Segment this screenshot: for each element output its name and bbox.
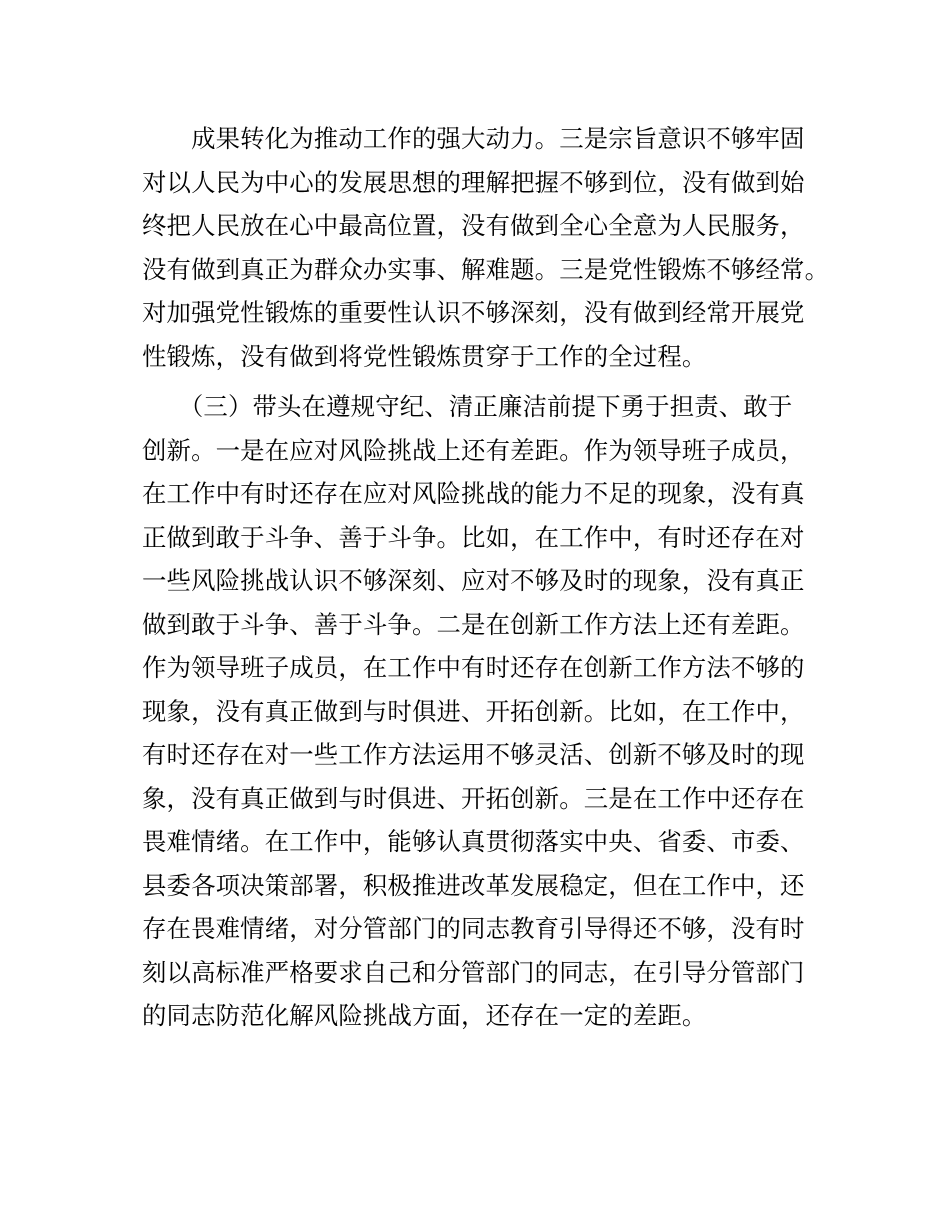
text-line: 畏难情绪。在工作中，能够认真贯彻落实中央、省委、市委、 [142, 827, 805, 856]
text-line: 终把人民放在心中最高位置，没有做到全心全意为人民服务， [142, 211, 805, 240]
text-line: 县委各项决策部署，积极推进改革发展稳定，但在工作中，还 [142, 870, 805, 900]
paragraph-conclusion-part-one [142, 117, 842, 378]
text-line: 存在畏难情绪，对分管部门的同志教育引导得还不够，没有时 [142, 914, 805, 943]
text-line: 作为领导班子成员，在工作中有时还存在创新工作方法不够的 [142, 653, 805, 682]
text-line: 在工作中有时还存在应对风险挑战的能力不足的现象，没有真 [142, 479, 805, 508]
text-line: 现象，没有真正做到与时俱进、开拓创新。比如，在工作中， [142, 696, 805, 726]
text-line: 一些风险挑战认识不够深刻、应对不够及时的现象，没有真正 [142, 566, 805, 595]
text-line: 对加强党性锻炼的重要性认识不够深刻，没有做到经常开展党 [142, 298, 805, 327]
text-line: 有时还存在对一些工作方法运用不够灵活、创新不够及时的现 [142, 740, 805, 769]
text-line: 做到敢于斗争、善于斗争。二是在创新工作方法上还有差距。 [142, 609, 805, 639]
text-line: 刻以高标准严格要求自己和分管部门的同志，在引导分管部门 [142, 957, 805, 987]
text-line: 创新。一是在应对风险挑战上还有差距。作为领导班子成员， [142, 435, 805, 465]
text-line: 没有做到真正为群众办实事、解难题。三是党性锻炼不够经常。 [142, 254, 830, 284]
text-line: 象，没有真正做到与时俱进、开拓创新。三是在工作中还存在 [142, 783, 805, 813]
text-line: （三）带头在遵规守纪、清正廉洁前提下勇于担责、敢于 [142, 392, 793, 421]
text-line: 性锻炼，没有做到将党性锻炼贯穿于工作的全过程。 [142, 341, 707, 371]
text-line: 正做到敢于斗争、善于斗争。比如，在工作中，有时还存在对 [142, 522, 805, 552]
text-line: 成果转化为推动工作的强大动力。三是宗旨意识不够牢固 [142, 124, 805, 153]
text-line: 的同志防范化解风险挑战方面，还存在一定的差距。 [142, 1001, 707, 1030]
text-line: 对以人民为中心的发展思想的理解把握不够到位，没有做到始 [142, 167, 805, 197]
paragraph-section-three [142, 385, 842, 1038]
